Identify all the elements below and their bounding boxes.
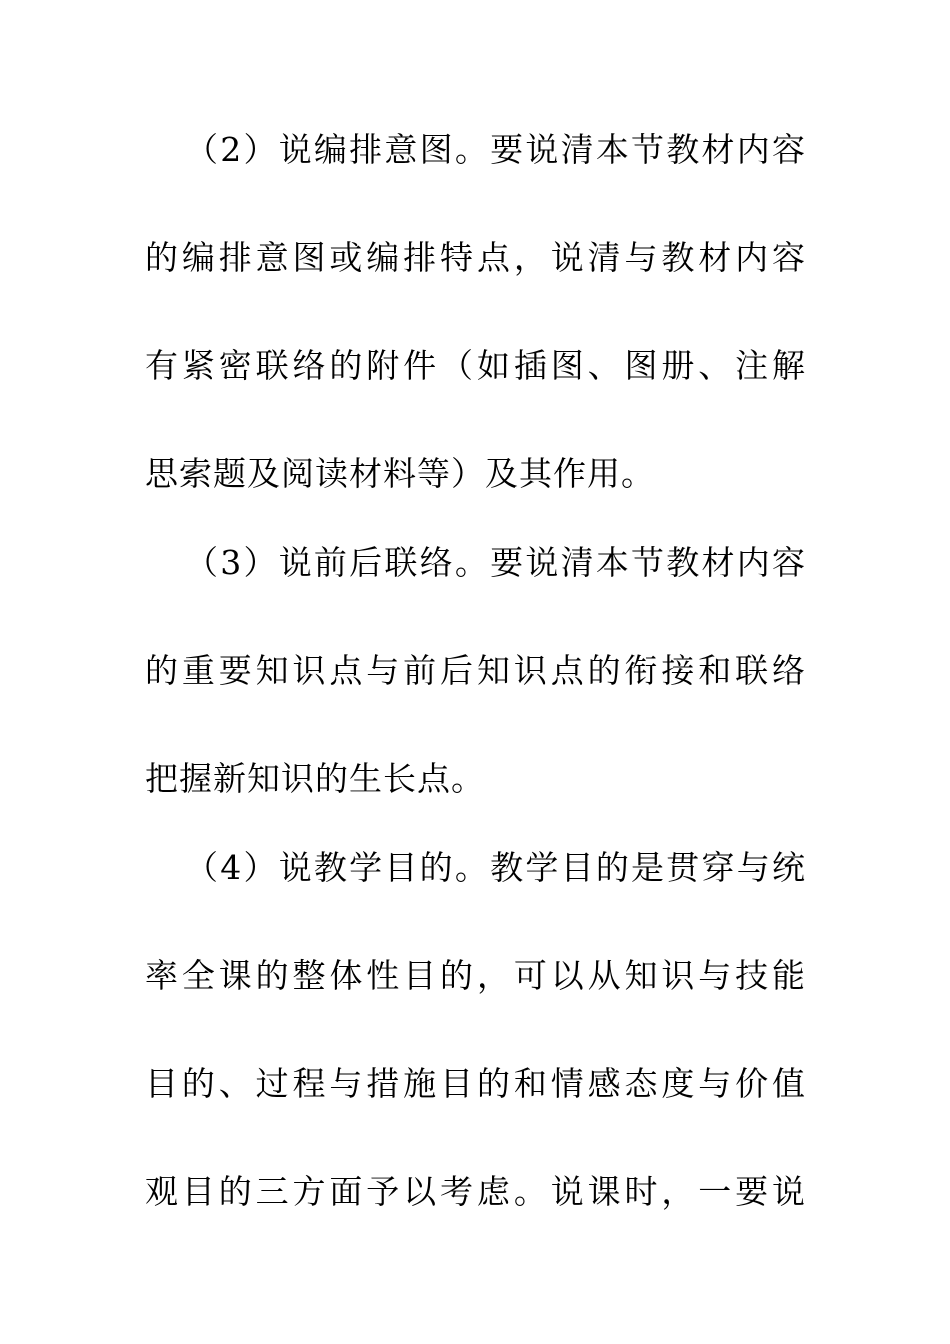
paragraph-3-line-2: 的重要知识点与前后知识点的衔接和联络 [145, 651, 805, 690]
paragraph-4-line-2: 率全课的整体性目的，可以从知识与技能 [145, 956, 805, 995]
paragraph-4-line-3: 目的、过程与措施目的和情感态度与价值 [145, 1064, 805, 1103]
paragraph-2-line-1: （2）说编排意图。要说清本节教材内容 [185, 130, 805, 169]
paragraph-2-line-2: 的编排意图或编排特点，说清与教材内容 [145, 238, 805, 277]
paragraph-3-line-3: 把握新知识的生长点。 [145, 759, 485, 798]
paragraph-2-line-4: 思索题及阅读材料等）及其作用。 [145, 454, 655, 493]
paragraph-4-line-4: 观目的三方面予以考虑。说课时，一要说 [145, 1172, 805, 1211]
paragraph-3-line-1: （3）说前后联络。要说清本节教材内容 [185, 543, 805, 582]
paragraph-2-line-3: 有紧密联络的附件（如插图、图册、注解 [145, 346, 805, 385]
paragraph-4-line-1: （4）说教学目的。教学目的是贯穿与统 [185, 848, 805, 887]
